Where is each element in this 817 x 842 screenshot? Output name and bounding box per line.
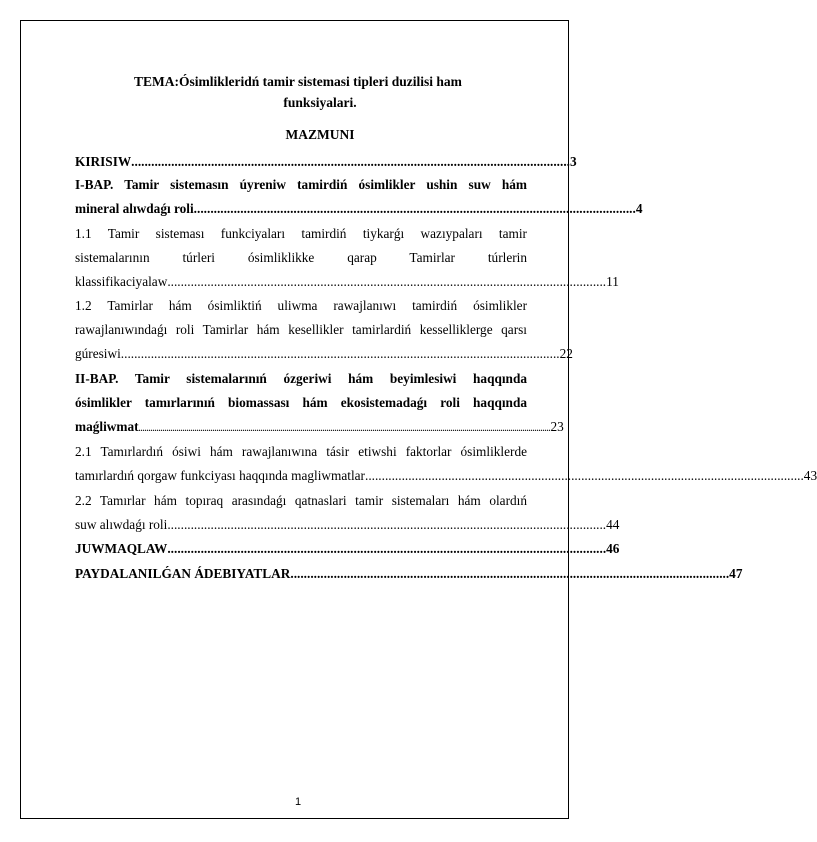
toc-entry-label: JUWMAQLAW <box>75 541 168 556</box>
toc-entry-2-1-line2[interactable] <box>75 466 817 486</box>
toc-entry-bap2-line3[interactable] <box>75 417 564 437</box>
dot-leader: .................................................................................................................................... <box>167 517 607 532</box>
toc-entry-label: suw alıwdaǵı roli <box>75 517 168 532</box>
toc-entry-bap2-line1[interactable]: II-BAP. Tamir sistemalarınıń ózgeriwi hám beyimlesiwi haqqında <box>75 371 527 386</box>
dot-leader: .................................................................................................................................... <box>365 468 804 483</box>
dot-leader: .................................................................................................................................... <box>197 201 636 216</box>
toc-entry-kirisiw[interactable] <box>75 152 577 172</box>
toc-entry-1-1-line2[interactable]: sistemalarının túrleri ósimliklikke qarap Tamirlar túrlerin <box>75 250 527 265</box>
toc-entry-bap1-line2[interactable] <box>75 199 643 219</box>
toc-entry-paydalanilgan[interactable] <box>75 564 743 584</box>
toc-entry-bap2-line2[interactable]: ósimlikler tamırlarınıń biomassası hám ekosistemadaǵı roli haqqında <box>75 395 527 410</box>
toc-page-number: 11 <box>606 274 619 289</box>
toc-page-number: 3 <box>569 154 577 169</box>
toc-entry-label: maǵliwmat <box>75 419 139 434</box>
document-title-line2: funksiyalari. <box>283 95 357 110</box>
toc-entry-label: klassifikaciyalaw <box>75 274 168 289</box>
dot-leader: .................................................................................................................................... <box>131 154 570 169</box>
toc-entry-1-1-line1[interactable]: 1.1 Tamir sisteması funkciyaları tamirdiń tiykarǵı wazıypaları tamir <box>75 226 527 241</box>
dot-leader: .................................................................................................................................... <box>290 566 730 581</box>
toc-entry-1-2-line1[interactable]: 1.2 Tamirlar hám ósimliktiń uliwma rawajlanıwı tamirdiń ósimlikler <box>75 298 527 313</box>
toc-page-number: 4 <box>635 201 643 216</box>
toc-entry-1-2-line3[interactable] <box>75 344 573 364</box>
toc-page-number: 43 <box>803 468 817 483</box>
toc-entry-1-2-line2[interactable]: rawajlanıwındaǵı roli Tamirlar hám kesellikler tamirlardiń kesselliklerge qarsı <box>75 322 527 337</box>
dot-leader: .................................................................................................................................... <box>120 346 560 361</box>
contents-heading: MAZMUNI <box>285 127 355 142</box>
toc-entry-1-1-line3[interactable] <box>75 272 619 292</box>
toc-entry-bap1-line1[interactable]: I-BAP. Tamir sistemasın úyreniw tamirdiń ósimlikler ushin suw hám <box>75 177 527 192</box>
toc-entry-label: gúresiwi <box>75 346 121 361</box>
toc-page-number: 23 <box>550 419 564 434</box>
toc-entry-2-2-line2[interactable] <box>75 515 620 535</box>
toc-entry-label: KIRISIW <box>75 154 132 169</box>
dot-leader: .................................................................................................................................... <box>167 541 607 556</box>
toc-entry-label: mineral alıwdaǵı roli. <box>75 201 198 216</box>
page-number: 1 <box>294 796 302 808</box>
toc-page-number: 44 <box>606 517 620 532</box>
dot-leader: .................................................................................................................................... <box>167 274 607 289</box>
toc-entry-2-1-line1[interactable]: 2.1 Tamırlardıń ósiwi hám rawajlanıwına tásir etiwshi faktorlar ósimliklerde <box>75 444 527 459</box>
toc-entry-label: PAYDALANILǴAN ÁDEBIYATLAR <box>75 566 291 581</box>
document-title-line1: TEMA:Ósimlikleridń tamir sistemasi tipleri duzilisi ham <box>134 74 462 89</box>
dot-leader: .............................................................................................................................................................................................................. <box>138 424 551 433</box>
toc-entry-2-2-line1[interactable]: 2.2 Tamırlar hám topıraq arasındaǵı qatnaslari tamir sistemaları hám olardıń <box>75 493 527 508</box>
toc-page-number: 22 <box>559 346 573 361</box>
toc-entry-label: tamırlardıń qorgaw funkciyası haqqında magliwmatlar <box>75 468 365 483</box>
toc-page-number: 47 <box>729 566 743 581</box>
toc-page-number: 46 <box>606 541 620 556</box>
toc-entry-juwmaqlaw[interactable] <box>75 539 620 559</box>
